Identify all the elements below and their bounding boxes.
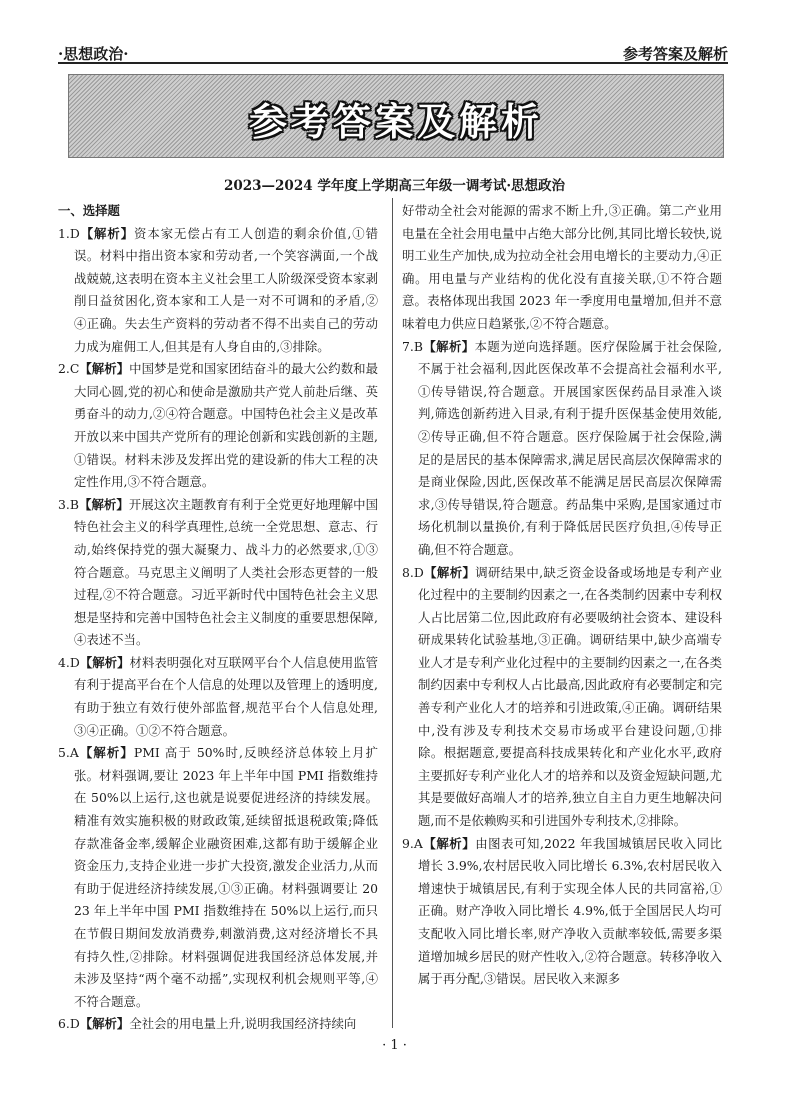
analysis-tag: 【解析】 — [423, 564, 476, 580]
answer-number: 7.B — [402, 338, 423, 354]
header-subject: ·思想政治· — [58, 45, 129, 63]
banner-title: 参考答案及解析 — [248, 100, 543, 144]
answer-text: 全社会的用电量上升,说明我国经济持续向 — [129, 1016, 357, 1032]
left-column — [58, 200, 378, 1036]
answer-number: 6.D — [58, 1016, 80, 1032]
answer-number: 9.A — [402, 835, 423, 851]
answer-number: 1.D — [58, 225, 80, 241]
answer-text: 中国梦是党和国家团结奋斗的最大公约数和最大同心圆,党的初心和使命是激励共产党人前赴后继、英勇奋斗的动力,②④符合题意。中国特色社会主义是改革开放以来中国共产党所有的理论创新和实践创新的主题,①错误。材料未涉及发挥出党的建设新的伟大工程的决定性作用,③不符合题意。 — [74, 361, 379, 490]
header-rule — [58, 62, 728, 64]
analysis-tag: 【解析】 — [78, 496, 129, 512]
answer-text: 开展这次主题教育有利于全党更好地理解中国特色社会主义的科学真理性,总统一全党思想、意志、行动,始终保持党的强大凝聚力、战斗力的必然要求,①③符合题意。马克思主义阐明了人类社会形态更替的一般过程,②不符合题意。习近平新时代中国特色社会主义思想是坚持和完善中国特色社会主义制度的重要思想保障,④表述不当。 — [74, 496, 379, 648]
answer-item — [402, 833, 722, 991]
answer-text: 资本家无偿占有工人创造的剩余价值,①错误。材料中指出资本家和劳动者,一个笑容满面,一个战战兢兢,这表明在资本主义社会里工人阶级深受资本家剥削日益贫困化,资本家和工人是一对不可调和的矛盾,②④正确。失去生产资料的劳动者不得不出卖自己的劳动力成为雇佣工人,但其是有人身自由的,③排除。 — [74, 225, 378, 354]
header-section: 参考答案及解析 — [622, 45, 728, 63]
answer-item — [402, 562, 722, 833]
answer-number: 4.D — [58, 654, 80, 670]
right-column — [402, 200, 722, 991]
analysis-tag: 【解析】 — [422, 835, 476, 851]
answer-number: 5.A — [58, 745, 79, 761]
answer-text: 本题为逆向选择题。医疗保险属于社会保险,不属于社会福利,因此医保改革不会提高社会福利水平,①传导错误,符合题意。开展国家医保药品目录准入谈判,筛选创新药进入目录,有利于提升医保基金使用效能,②传导正确,但不符合题意。医疗保险属于社会保险,满足的是居民的基本保障需求,满足居民高层次保障需求的是商业保险,因此,医保改革不能满足居民高层次保障需求,③传导错误,符合题意。药品集中采购,是国家通过市场化机制以量换价,有利于降低居民医疗负担,④传导正确,但不符合题意。 — [418, 338, 722, 557]
answer-item — [58, 742, 378, 1013]
page-header — [58, 38, 728, 64]
answer-item — [402, 336, 722, 562]
section-title: 一、选择题 — [58, 203, 120, 218]
title-banner — [68, 74, 724, 158]
answer-item — [58, 1013, 378, 1036]
answer-text: 好带动全社会对能源的需求不断上升,③正确。第二产业用电量在全社会用电量中占绝大部分比例,其同比增长较快,说明工业生产加快,成为拉动全社会用电增长的主要动力,④正确。用电量与产业结构的优化没有直接关联,①不符合题意。表格体现出我国 2023 年一季度用电量增加,但并不意味着电力供应日趋紧张,②不符合题意。 — [402, 203, 722, 331]
analysis-tag: 【解析】 — [79, 225, 135, 241]
answer-text: 材料表明强化对互联网平台个人信息使用监管有利于提高平台在个人信息的处理以及管理上的透明度,有助于独立有效行使外部监督,规范平台个人信息处理,③④正确。①②不符合题意。 — [74, 654, 379, 738]
analysis-tag: 【解析】 — [79, 654, 130, 670]
answer-number: 8.D — [402, 564, 424, 580]
analysis-tag: 【解析】 — [422, 338, 475, 354]
column-divider — [392, 198, 393, 1028]
exam-title: 2023—2024 学年度上学期高三年级一调考试·思想政治 — [223, 178, 566, 194]
answer-item — [58, 652, 378, 742]
answer-text: 由图表可知,2022 年我国城镇居民收入同比增长 3.9%,农村居民收入同比增长 6.3%,农村居民收入增速快于城镇居民,有利于实现全体人民的共同富裕,①正确。财产净收入同比增长 4.9%,低于全国居民人均可支配收入同比增长率,财产净收入贡献率较低,需要多渠道增加城乡居民的财产性收入,②符合题意。转移净收入属于再分配,③错误。居民收入来源多 — [418, 835, 722, 987]
page-number: · 1 · — [382, 1038, 407, 1053]
answer-item — [58, 494, 378, 652]
answer-text: PMI 高于 50%时,反映经济总体较上月扩张。材料强调,要让 2023 年上半年中国 PMI 指数维持在 50%以上运行,这也就是说要促进经济的持续发展。精准有效实施积极的财政政策,延续留抵退税政策;降低存款准备金率,缓解企业融资困难,这都有助于缓解企业资金压力,支持企业进一步扩大投资,激发企业活力,从而有助于促进经济持续发展,①③正确。材料强调要让 2023 年上半年中国 PMI 指数维持在 50%以上运行,而只在节假日期间发放消费券,刺激消费,这对经济增长不具有持久性,②排除。材料强调促进我国经济总体发展,并未涉及坚持“两个毫不动摇”,实现权利机会规则平等,④不符合题意。 — [74, 745, 378, 1009]
answer-item — [58, 223, 378, 359]
answer-number: 3.B — [58, 496, 79, 512]
analysis-tag: 【解析】 — [78, 745, 134, 761]
analysis-tag: 【解析】 — [79, 361, 130, 377]
answer-item — [58, 358, 378, 494]
answer-number: 2.C — [58, 361, 80, 377]
analysis-tag: 【解析】 — [79, 1016, 130, 1032]
answer-item — [402, 200, 722, 336]
answer-text: 调研结果中,缺乏资金设备或场地是专利产业化过程中的主要制约因素之一,在各类制约因素中专利权人占比居第二位,因此政府有必要吸纳社会资本、建设科研成果转化试验基地,③正确。调研结果中,缺少高端专业人才是专利产业化过程中的主要制约因素之一,在各类制约因素中专利权人占比最高,因此政府有必要制定和完善专利产业化人才的培养和引进政策,④正确。调研结果中,没有涉及专利技术交易市场或平台建设问题,①排除。根据题意,要提高科技成果转化和产业化水平,政府主要抓好专利产业化人才的培养和以及资金短缺问题,尤其是要做好高端人才的培养,独立自主自力更生地解决问题,而不是依赖购买和引进国外专利技术,②排除。 — [418, 564, 722, 829]
